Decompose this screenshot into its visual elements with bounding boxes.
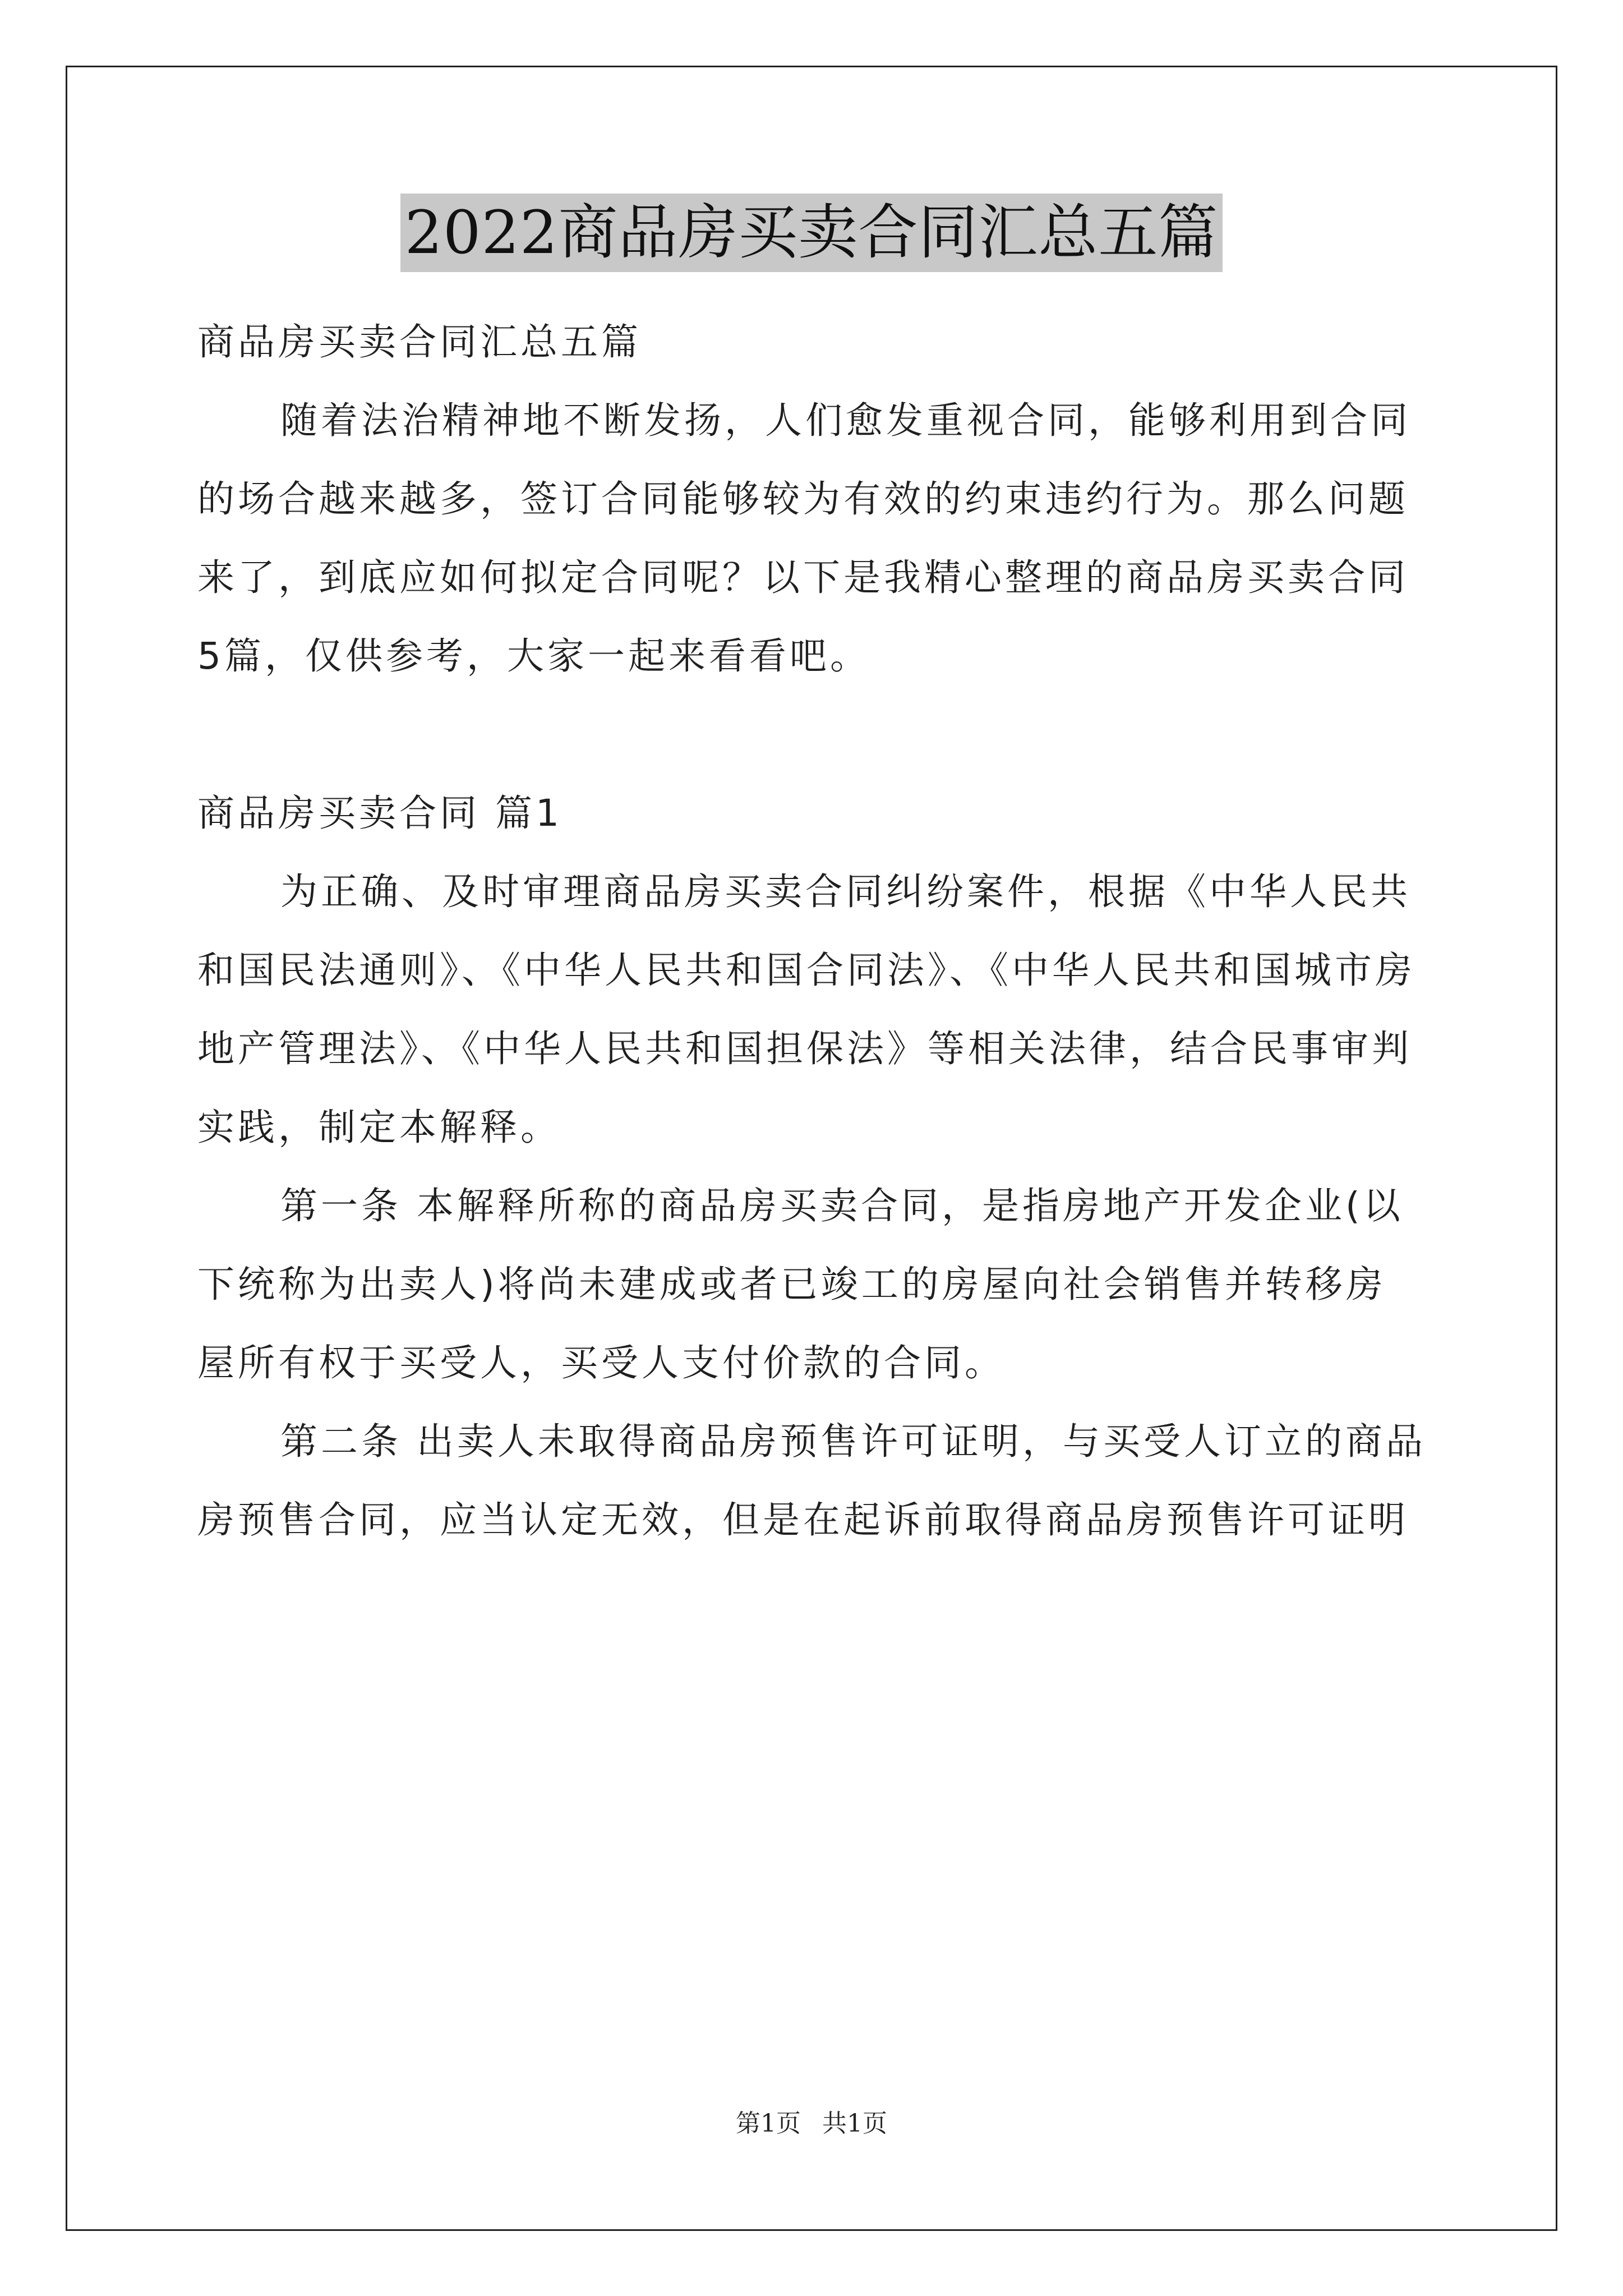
- intro-line-3: 来了，到底应如何拟定合同呢？以下是我精心整理的商品房买卖合同: [197, 556, 1409, 599]
- subtitle-line: 商品房买卖合同汇总五篇: [197, 320, 642, 364]
- article-1-line-1: 第一条 本解释所称的商品房买卖合同，是指房地产开发企业(以: [280, 1184, 1404, 1227]
- preamble-line-3: 地产管理法》、《中华人民共和国担保法》等相关法律，结合民事审判: [197, 1027, 1412, 1070]
- article-1-line-3: 屋所有权于买受人，买受人支付价款的合同。: [197, 1341, 1005, 1384]
- intro-line-4: 5篇，仅供参考，大家一起来看看吧。: [197, 634, 870, 678]
- page-footer: [0, 2107, 1623, 2141]
- preamble-line-1: 为正确、及时审理商品房买卖合同纠纷案件，根据《中华人民共: [280, 870, 1411, 913]
- document-body: [197, 303, 1426, 1559]
- intro-line-1: 随着法治精神地不断发扬，人们愈发重视合同，能够利用到合同: [280, 399, 1411, 442]
- preamble-line-2: 和国民法通则》、《中华人民共和国合同法》、《中华人民共和国城市房: [197, 949, 1415, 992]
- preamble-line-4: 实践，制定本解释。: [197, 1106, 561, 1149]
- page-number-total: 共1页: [822, 2109, 887, 2138]
- paragraph-gap: [197, 696, 1426, 774]
- article-2-line-2: 房预售合同，应当认定无效，但是在起诉前取得商品房预售许可证明: [197, 1498, 1409, 1542]
- intro-line-2: 的场合越来越多，签订合同能够较为有效的约束违约行为。那么问题: [197, 477, 1409, 521]
- page-number-current: 第1页: [736, 2109, 801, 2138]
- section-heading-1: 商品房买卖合同 篇1: [197, 792, 562, 835]
- article-1-line-2: 下统称为出卖人)将尚未建成或者已竣工的房屋向社会销售并转移房: [197, 1263, 1386, 1306]
- article-2-line-1: 第二条 出卖人未取得商品房预售许可证明，与买受人订立的商品: [280, 1420, 1426, 1463]
- document-title: 2022商品房买卖合同汇总五篇: [400, 194, 1223, 272]
- title-container: [0, 194, 1623, 272]
